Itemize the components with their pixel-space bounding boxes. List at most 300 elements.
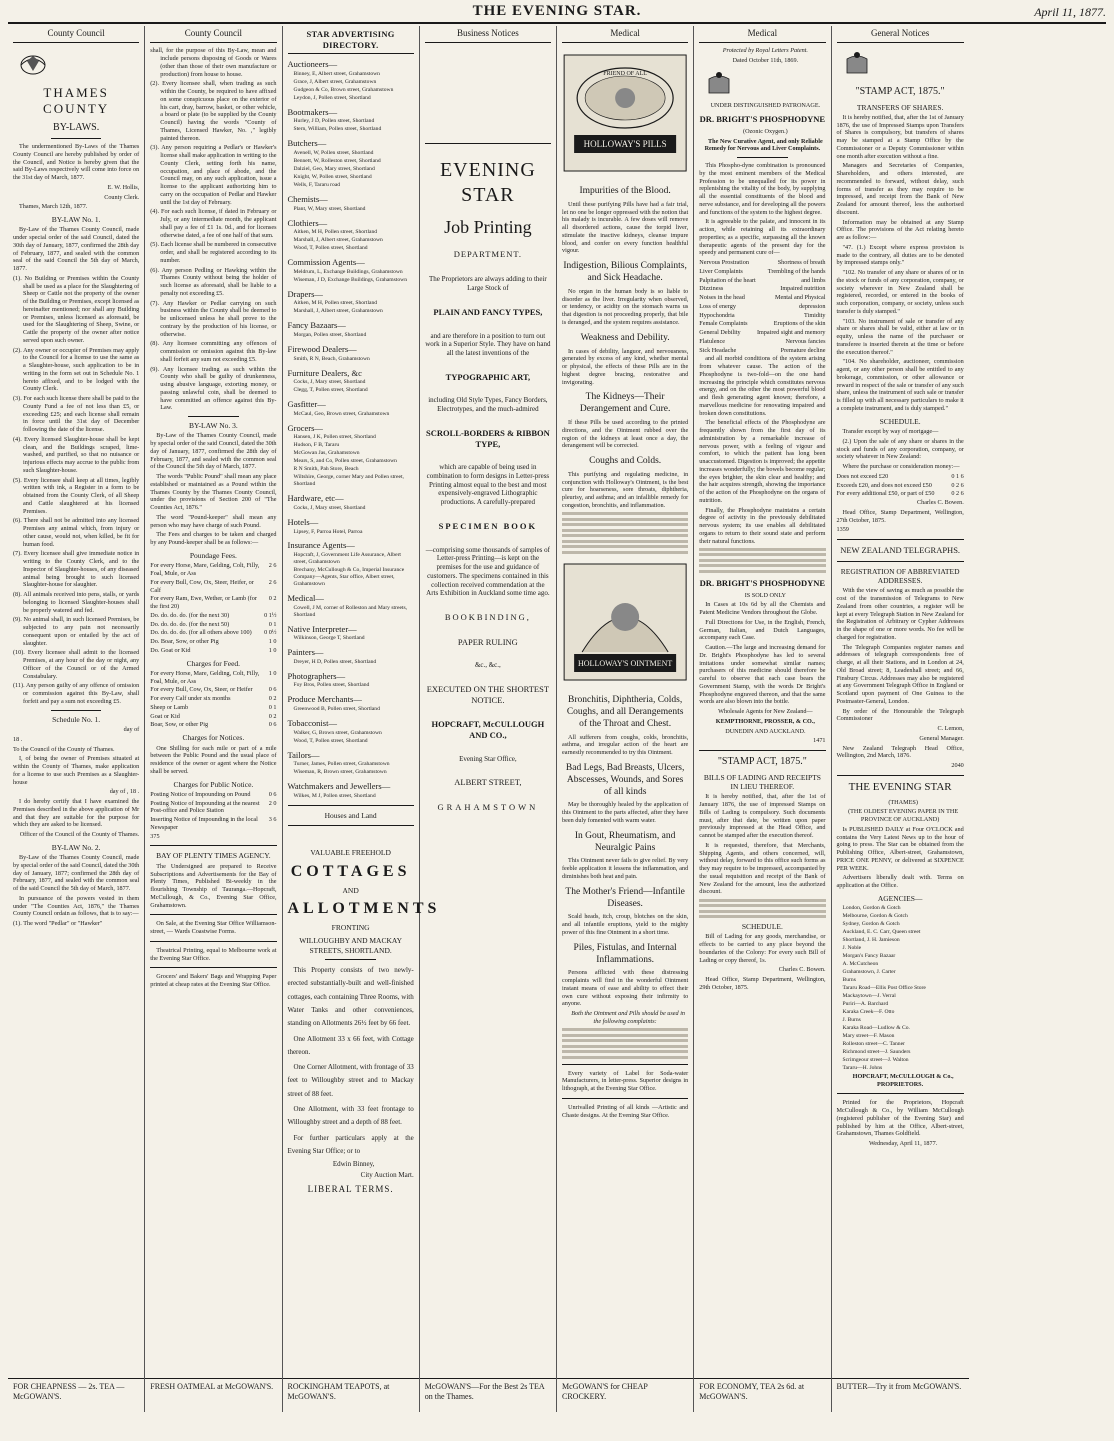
holloways-ointment-illustration [562, 562, 688, 682]
bylaw-2-item: (4). For each such license, if dated in February or July, or any intermediate month, the applicant shall pay a fee of £1 1s. 0d., and for licenses otherwise dated, a fee of one half of that sum. [150, 208, 277, 239]
directory-entry: Hudson, F B, Tararu [293, 442, 340, 449]
public-row-value: 2 0 [268, 799, 277, 807]
directory-entry: Wiltshire, George, corner Mary and Pollen street, Shortland [293, 474, 404, 488]
directory-entry: R N Smith, Pah Store, Beach [293, 466, 359, 473]
condition-row-value: Mental and Physical [774, 294, 826, 302]
directory-category: Chemists— [287, 193, 328, 204]
directory-entry: Dalziel, Geo, Mary street, Shortland [293, 166, 375, 172]
condition-row-label: Hypochondria [699, 311, 735, 319]
caution-text: Caution.—The large and increasing demand for Dr. Bright's Phosphodyne has led to several imitations under somewhat similar names; purchasers of this medicine should therefore be careful to observe that each case bears the Government Stamp, with the words Dr Bright's Phosphodyne engraved thereon, and that the same words are also blown into the bottle. [699, 644, 826, 706]
paper-ruling: PAPER RULING [457, 636, 518, 647]
footer-ad: FRESH OATMEAL at McGOWAN'S. [145, 1378, 281, 1412]
ref-number: 375 [150, 832, 160, 840]
fee-row-value: 0 1 [268, 620, 277, 628]
agent-entry: Karaka Creek—F. Otto [842, 1009, 895, 1016]
including-text: including Old Style Types, Fancy Borders, Electrotypes, and the much-admired [428, 396, 548, 414]
directory-entry: Wilkes, M J, Pollen street, Shortland [293, 792, 376, 799]
directory-entry: Mears, S, and Co, Pollen street, Grahamstown [293, 458, 397, 465]
rate-row-value: 0 1 6 [951, 472, 964, 480]
bylaw-1-item: (6). There shall not be admitted into any licensed Premises any animal which, from injury or other cause, would not, when killed, be fit for human food. [13, 517, 140, 548]
svg-text:FRIEND OF ALL: FRIEND OF ALL [603, 71, 647, 78]
rate-row-label: Exceeds £20, and does not exceed £50 [836, 481, 932, 489]
thames-label: (THAMES) [888, 798, 918, 806]
further-text: For further particulars apply at the Evening Star Office; or to [287, 1133, 414, 1155]
masthead [8, 0, 1106, 24]
transfers-text-7: "104. No shareholder, auctioneer, commission agent, or any other person shall be entitled to any brokerage, commission, or other allowance or reward in respect of the sale or transfer of any such share, unless the instrument of such sale or transfer is filled up with all necessary particulars to make it a complete instrument, and is duly stamped." [836, 358, 964, 412]
hopcraft-name: HOPCRAFT, McCULLOUGH AND CO., [431, 719, 545, 740]
directory-entry: Wiseman, J D, Exchange Buildings, Grahamstown [293, 276, 407, 283]
public-row [150, 791, 276, 799]
property-text: This Property consists of two newly-erected substantially-built and well-finished cottages, each containing Three Rooms, with Water Tanks and other conveniences, standing on Allotments 26½ feet by 66 feet. [287, 966, 414, 1028]
bylaw-2-item: (8). Any licensee committing any offences of commission or omission against this By-law shall forfeit any sum not exceeding £5. [150, 340, 277, 363]
registration-text-2: The Telegraph Companies register names and addresses of telegraph correspondents free of charge, at all their Stations, and in London at 24, Old Broad street; 8, Leadenhall street; and 66, Finsbury Circus. Addresses may also be registered at any Government Telegraph Office in England or Scotland upon payment of One Guinea to the Postmaster-General, London. [836, 643, 964, 705]
schedule-heading: Schedule No. 1. [52, 714, 101, 724]
directory-category: Hotels— [287, 516, 319, 527]
feed-row [150, 695, 276, 703]
sold-only: IS SOLD ONLY [744, 591, 787, 599]
condition-row [699, 259, 825, 267]
footer-ad: McGOWAN'S for CHEAP CROCKERY. [557, 1378, 693, 1412]
agent-entry: Shortland, J. H. Jamieson [842, 937, 900, 944]
condition-row [699, 338, 825, 346]
directory-entry: Wood, T, Pollen street, Shortland [293, 245, 368, 252]
agent-entry: Karaka Road—Ludlow & Co. [842, 1025, 910, 1032]
bylaw-1-item: (5). Every licensee shall keep at all times, legibly written with ink, a Register in a form to be obtained from the County Clerk, of all Sheep and Cattle slaughtered at his licensed Premises. [13, 476, 140, 515]
directory-category: Photographers— [287, 670, 346, 681]
royal-arms-icon [699, 71, 739, 97]
directory-entry: Marshall, J, Albert street, Grahamstown [293, 237, 383, 244]
weakness-text: In cases of debility, languor, and nervousness, generated by excess of any kind, whether mental or physical, the effects of these Pills are in the highest degree bracing, restorative and invigorating. [562, 347, 689, 386]
protected-text: Protected by Royal Letters Patent. [722, 47, 808, 55]
ref-number: 1359 [836, 526, 849, 534]
notices-text: One Shilling for each mile or part of a mile between the Public Pound and the usual place of residence of the owner or agent where the Notice shall be served. [150, 744, 277, 775]
bowen-name: Charles C. Bowen. [917, 499, 964, 506]
directory-entry: Wood, T, Pollen street, Shortland [293, 737, 368, 744]
specimen-book: SPECIMEN BOOK [438, 520, 538, 531]
agent-entry: Tararu—H. Johns [842, 1064, 883, 1071]
transfer-text: (2.) Upon the sale of any share or shares in the stock and funds of any corporation, company, or society whatever in New Zealand: [836, 437, 964, 461]
feed-row-label: For every Horse, Mare, Gelding, Colt, Filly, Foal, Mule, or Ass [150, 669, 260, 685]
fee-row [150, 579, 276, 595]
liberal-terms: LIBERAL TERMS. [307, 1183, 394, 1194]
condition-row [699, 277, 825, 285]
column-header: Business Notices [425, 26, 551, 43]
comprising-text: —comprising some thousands of samples of Letter-press Printing—is kept on the premises for the use and guidance of customers. The specimens contained in this collection received commendation at the Arts Exhibition in Auckland some time ago. [425, 545, 550, 598]
directory-entry: Hurley, J D, Pollen street, Shortland [293, 118, 375, 125]
public-row [150, 800, 276, 816]
bylaw-2-text: In pursuance of the powers vested in them under "The Counties Act, 1876," the Thames County Council ordain as follows, that is to say:— [13, 894, 140, 918]
head-office: Head Office, Stamp Department, Wellington, 29th October, 1875. [699, 976, 826, 991]
mother-heading: The Mother's Friend—Infantile Diseases. [565, 886, 685, 909]
directory-entry: Knight, W, Pollen street, Shortland [293, 173, 372, 180]
condition-row [699, 347, 825, 355]
form-day: day of [123, 726, 140, 733]
signed-role: County Clerk. [104, 193, 140, 201]
feed-list [150, 670, 276, 729]
svg-text:HOLLOWAY'S OINTMENT: HOLLOWAY'S OINTMENT [578, 659, 673, 669]
bylaw-3-text: The word "Pound-keeper" shall mean any person who may have charge of such Pound. [150, 513, 277, 529]
directory-category: Tailors— [287, 749, 320, 760]
directory-category: Medical— [287, 593, 324, 604]
fee-row [150, 562, 276, 578]
feed-row-value: 0 2 [268, 695, 277, 703]
agent-entry: A. McCutcheon [842, 961, 879, 968]
gout-text: This Ointment never fails to give relief. By very feeble application it lessens the inflammation, and diminishes both heat and pain. [562, 857, 689, 880]
bop-text: The Undersigned are prepared to Receive Subscriptions and Advertisements for the Bay of Plenty Times, Published Bi-weekly in the flourishing Township of Tauranga.—Hopcraft, McCullough, & Co., Evening Star Office, Grahamstown. [150, 862, 277, 909]
form-year: 18 . [13, 735, 23, 743]
column-directory [283, 26, 441, 1412]
feed-row-value: 0 2 [268, 712, 277, 720]
fee-row-value: 1 0 [268, 638, 277, 645]
condition-row [699, 303, 825, 311]
ref-number: 1471 [813, 737, 826, 745]
plain-fancy-types: PLAIN AND FANCY TYPES, [433, 306, 543, 317]
directions-text: Full Directions for Use, in the English, French, German, Italian, and Dutch Languages, accompany each Case. [699, 618, 826, 642]
scroll-borders: SCROLL-BORDERS & RIBBON TYPE, [426, 427, 550, 449]
column-business-notices [420, 26, 557, 1412]
bylaws-subtitle: BY-LAWS. [53, 121, 100, 133]
transfers-text-3: Information may be obtained at any Stamp Office. The provisions of the Act relating hereto are as follow:— [836, 218, 964, 242]
feed-row-label: For every Calf under six months [150, 695, 231, 703]
directory-entry: McCaul, Geo, Brown street, Grahamstown [293, 410, 390, 417]
directory-list [288, 59, 414, 800]
transfer-by: Transfer except by way of mortgage— [842, 428, 939, 435]
feed-row-label: Goat or Kid [150, 712, 180, 720]
condition-row-value: depression [799, 302, 826, 310]
directory-category: Auctioneers— [287, 59, 338, 70]
directory-entry: Wells, F, Tararu road [293, 181, 341, 188]
public-row-label: Posting Notice of Impounding at the nearest Post-office and Police Station [150, 799, 260, 815]
feed-row-label: Boar, Sow, or other Pig [150, 721, 209, 729]
directory-entry: Brechany, McCullough & Co, Imperial Insurance Company—Agents, Star office, Albert street, Grahamstown [293, 567, 405, 588]
bylaw-2-item: (2). Every licensee shall, when trading as such within the County, be required to have affixed on some conspicuous place on the exterior of his cart, dray, barrow, basket, or other vehicle, a board or plate (to be supplied by the County Council) having the words "County of Thames, Licensed Hawker, No. ," legibly painted thereon. [150, 80, 277, 142]
fee-row [150, 647, 276, 655]
transfers-text-4: "47. (1.) Except where express provision is made to the contrary, all duties are to be denoted by impressed stamps only." [836, 243, 964, 267]
bad-legs-heading: Bad Legs, Bad Breasts, Ulcers, Abscesses, Wounds, and Sores of all kinds [565, 762, 685, 797]
directory-category: Drapers— [287, 288, 323, 299]
feed-row [150, 713, 276, 721]
condition-row-value: Eruptions of the skin [773, 320, 826, 328]
registration-heading: REGISTRATION OF ABBREVIATED ADDRESSES. [840, 566, 960, 585]
kidneys-text: If these Pills be used according to the printed directions, and the Ointment rubbed over the region of the kidneys at least once a day, the derangement will be corrected. [562, 419, 689, 450]
albert-street: ALBERT STREET, [454, 777, 522, 788]
directory-entry: Cocks, J, Mary street, Shortland [293, 504, 366, 511]
evening-star-heading: EVENING STAR [439, 159, 536, 207]
public-list [150, 791, 276, 832]
directory-category: Produce Merchants— [287, 694, 362, 705]
directory-entry: Binney, E, Albert street, Grahamstown [293, 70, 380, 77]
grahamstown: GRAHAMSTOWN [437, 801, 539, 812]
public-row-value: 3 6 [268, 816, 277, 824]
footer-ad: McGOWAN'S—For the Best 2s TEA on the Thames. [420, 1378, 556, 1412]
condition-row [699, 285, 825, 293]
column-header: General Notices [837, 26, 964, 43]
masthead-title: THE EVENING STAR. [472, 3, 642, 19]
gout-heading: In Gout, Rheumatism, and Neuralgic Pains [574, 830, 676, 853]
directory-entry: Hopcraft, J, Government Life Assurance, Albert street, Grahamstown [293, 552, 401, 566]
transfers-text-6: "103. No instrument of sale or transfer of any share or shares shall be valid, either at law or in equity, unless the name of the purchaser or transferee is inserted therein at the time or before the execution thereof." [836, 317, 964, 356]
stamp-act-heading: "STAMP ACT, 1875." [855, 86, 945, 97]
bylaw-2-item: shall, for the purpose of this By-Law, mean and include persons disposing of Goods or Wares (other than those of their own manufacture or production) from house to house. [150, 47, 277, 78]
directory-entry: Marshall, J, Albert street, Grahamstown [293, 308, 383, 315]
directory-category: Firewood Dealers— [287, 343, 357, 354]
directory-category: Watchmakers and Jewellers— [287, 781, 391, 792]
condition-row-label: Flatulence [699, 337, 726, 345]
cases-text: In Cases at 10s 6d by all the Chemists and Patent Medicine Vendors throughout the Globe. [699, 601, 826, 616]
directory-entry: Cowell, J M, corner of Rolleston and Mary streets, Shortland [293, 604, 408, 618]
evening-star-heading: THE EVENING STAR [848, 780, 952, 793]
condition-row-value: Shortness of breath [777, 259, 826, 267]
bylaws-title: THAMES COUNTY [43, 85, 110, 117]
bills-text-2: It is requested, therefore, that Merchants, Shipping Agents, and others concerned, will, without delay, forward to this office such forms as they may require to be impressed, accompanied by the usual requisition and receipt of the Bank of New Zealand for the amount, less the authorized discount. [699, 841, 826, 896]
directory-entry: Greenwood B, Pollen street, Shortland [293, 706, 380, 713]
directory-category: Commission Agents— [287, 257, 365, 268]
fee-row-value: 2 6 [268, 562, 277, 570]
sale-notice: On Sale, at the Evening Star Office Williamson-street, — Wards Coastwise Forms. [150, 920, 277, 935]
piles-text: Persons afflicted with these distressing complaints will find in the wonderful Ointment instant means of ease and ability to effect their own cure without exposing their infirmity to anyone. [562, 969, 689, 1008]
fee-row-label: Do. do. do. do. (for the next 30) [150, 611, 230, 619]
condition-row [699, 329, 825, 337]
fee-row [150, 638, 276, 646]
fee-row [150, 612, 276, 620]
column-header: County Council [150, 26, 276, 43]
oldest-paper: (THE OLDEST EVENING PAPER IN THE PROVINCE OF AUCKLAND) [848, 808, 959, 824]
directory-category: Clothiers— [287, 217, 328, 228]
job-printing-heading: Job Printing [444, 217, 532, 238]
order-text: By order of the Honourable the Telegraph Commissioner [836, 707, 964, 723]
column-county-council-1 [8, 26, 145, 1412]
directory-category: Painters— [287, 647, 324, 658]
rate-row-label: Does not exceed £20 [836, 472, 889, 480]
bylaw-1-item: (9). No animal shall, in such licensed Premises, be subjected to any pain not necessarily consequent upon or entailed by the act of slaughter. [13, 616, 140, 647]
rate-row [837, 482, 964, 490]
transfers-text-2: Managers and Secretaries of Companies, Shareholders, and others interested, are recommended to forward, without delay, such forms of transfer as they may require to be impressed, and receipt from the Bank of New Zealand for amount thereof, less the authorised discount. [836, 162, 964, 216]
kempthorne-text: KEMPTHORNE, PROSSER, & CO., [715, 717, 815, 725]
head-office: Head Office, Stamp Department, Wellington, 27th October, 1875. [836, 508, 964, 524]
bad-legs-text: May be thoroughly healed by the application of this Ointment to the parts affected, after they have been duly fomented with warm water. [562, 801, 689, 824]
condition-row-value: Premature decline [780, 346, 826, 354]
schedule-text: Bill of Lading for any goods, merchandise, or effects to be carried to any place beyond the boundaries of the Colony: For every such Bill of Lading or copy thereof, 1s. [699, 933, 826, 964]
condition-row-label: Dizziness [699, 285, 724, 293]
fee-row [150, 629, 276, 637]
county-crest-icon [13, 51, 53, 77]
condition-row-label: Nervous Prostration [699, 259, 749, 267]
remedy-text: The New Curative Agent, and only Reliable Remedy for Nervous and Liver Complaints. [704, 137, 823, 153]
coughs-heading: Coughs and Colds. [589, 456, 662, 466]
directory-entry: Meldrum, L, Exchange Buildings, Grahamstown [293, 268, 403, 275]
directory-entry: Avenell, W, Pollen street, Shortland [293, 150, 374, 157]
holloways-pills-illustration [562, 53, 688, 173]
bop-heading: BAY OF PLENTY TIMES AGENCY. [156, 851, 271, 861]
fee-row-value: 1 0 [268, 646, 277, 654]
agent-entry: J. Noble [842, 945, 862, 952]
theatrical-notice: Theatrical Printing, equal to Melbourne work at the Evening Star Office. [150, 946, 277, 962]
fee-row-label: Do. do. do. do. (for the next 50) [150, 620, 230, 628]
unrivalled-notice: Unrivalled Printing of all kinds —Artistic and Chaste designs. At the Evening Star Office. [562, 1103, 689, 1119]
weakness-heading: Weakness and Debility. [580, 332, 670, 343]
corner-allotment: One Corner Allotment, with frontage of 33 feet to Willoughby street and to Mackay street of 88 feet. [287, 1063, 414, 1098]
directory-entry: Plant, W, Mary street, Shortland [293, 205, 366, 212]
bowen-name: Charles C. Bowen. [778, 966, 826, 974]
directory-category: Grocers— [287, 422, 323, 433]
directory-header: STAR ADVERTISING DIRECTORY. [288, 26, 414, 54]
bills-text: It is hereby notified, that, after the 1st of January 1876, the use of impressed Stamps on Bills of Lading is compulsory. Such documents must, after that date, be written upon paper previously impressed at the Head Office, and cannot be stamped after the execution thereof. [699, 793, 826, 839]
and-word: AND [342, 885, 359, 895]
feed-row [150, 670, 276, 686]
condition-row-label: General Debility [699, 329, 741, 337]
rates-list [837, 473, 964, 498]
rate-row [837, 490, 964, 498]
fee-row-label: For every Bull, Cow, Ox, Steer, Heifer, or Calf [150, 578, 254, 594]
department-heading: DEPARTMENT. [453, 248, 523, 259]
feed-row-value: 0 6 [268, 686, 277, 694]
dunedin-text: DUNEDIN AND AUCKLAND. [725, 727, 806, 735]
directory-category: Native Interpreter— [287, 623, 357, 634]
fee-row-value: 0 0½ [264, 629, 277, 637]
bylaw-2-intro: By-Law of the Thames County Council, made by special order of the said Council, dated the 30th day of January, 1877; confirmed the 28th day of February, 1877, and sealed with the common seal of the said Council the 5th day of March, 1877. [13, 854, 140, 893]
condition-row-label: Female Complaints [699, 320, 748, 328]
directory-category: Butchers— [287, 138, 327, 149]
public-row-label: Inserting Notice of Impounding in the local Newspaper [150, 816, 258, 831]
signed-name: E. W. Hollis, [107, 183, 140, 191]
phosphodyne-heading-2: DR. BRIGHT'S PHOSPHODYNE [699, 577, 826, 588]
fee-row-value: 0 1½ [264, 611, 277, 619]
column-header: Medical [562, 26, 688, 43]
lemon-name: C. Lemon, [937, 725, 964, 733]
phosphodyne-heading: DR. BRIGHT'S PHOSPHODYNE [699, 114, 826, 125]
directory-entry: Aitken, M H, Pollen street, Shortland [293, 300, 378, 307]
cottages-heading: COTTAGES [290, 862, 411, 880]
registration-text: With the view of saving as much as possible the cost of the transmission of Telegrams to New Zealand from other countries, a register will be kept at every Telegraph Station in New Zealand for the Registration of Arbitrary or Cypher Addresses in the shape of one or more words. No fee will be charged for registration. [836, 587, 964, 641]
printed-text: Printed for the Proprietors, Hopcraft McCullough & Co., by William McCullough (registered publisher of the Evening Star) and published by him at the Office, Albert-street, Grahamstown, Thames Goldfield. [836, 1099, 964, 1138]
bylaw-1-item: (2). Any owner or occupier of Premises may apply to the Council for a license to use the same as a Slaughter-house, such application to be in writing in the form set out in Schedule No. 1 hereto affixed, and to be lodged with the County Clerk. [13, 346, 140, 393]
printing-intro: The Proprietors are always adding to their Large Stock of [428, 275, 547, 293]
condition-row-value: Trembling of the hands [767, 267, 826, 275]
conditions-list [699, 259, 825, 354]
fee-row-label: For every Horse, Mare, Gelding, Colt, Filly, Foal, Mule, or Ass [150, 562, 260, 577]
telegraph-office: New Zealand Telegraph Head Office, Wellington, 2nd March, 1876. [836, 744, 964, 760]
bylaw-3-text: The Fees and charges to be taken and charged by any Pound-keeper shall be as follows:— [150, 531, 277, 547]
public-heading: Charges for Public Notice. [173, 779, 254, 789]
bylaw-2-item: (9). Any licensee trading as such within the County who shall be guilty of drunkenness, using abusive language, extorting money, or passing unlawful coin, shall be deemed to have committed an offence against this By-Law. [150, 365, 277, 412]
directory-category: Bootmakers— [287, 106, 338, 117]
feed-row-label: For every Bull, Cow, Ox, Steer, or Heifer [150, 686, 253, 694]
etc: &c., &c., [474, 661, 501, 670]
bylaws-intro: The undermentioned By-Laws of the Thames County Council are hereby published by order of the Council, and Notice is hereby given that the said By-Laws respectively will come into force on the 31st day of March, 1877. [13, 143, 140, 181]
bylaw-1-item: (3). For each such license there shall be paid to the County Fund a fee of not less than £5, or exceeding £25; and each license shall remain in force until the 31st day of December following the date of the license. [13, 395, 140, 434]
liberal-text: Advertisers liberally dealt with. Terms on application at the Office. [836, 874, 964, 890]
piles-heading: Piles, Fistulas, and Internal Inflammations. [573, 942, 677, 965]
masthead-date: April 11, 1877. [1034, 5, 1106, 19]
agent-entry: Rolleston street—C. Tanner [842, 1040, 905, 1047]
issue-date: Wednesday, April 11, 1877. [868, 1140, 938, 1148]
bylaw-2-item: (3). Any person requiring a Pedlar's or Hawker's license shall make application in writing to the County Clerk, setting forth his name, occupation, and place of abode, and the Council may, on any such application, issue a license to the applicant authorizing him to carry on the occupation of Pedlar and Hawker until the 1st day of February. [150, 144, 277, 206]
bronchitis-heading: Bronchitis, Diphtheria, Colds, Coughs, and all Derangements of the Throat and Chest. [566, 694, 684, 729]
notice-date: Thames, March 12th, 1877. [19, 203, 88, 211]
agent-entry: Tararu Road—Ellis Post Office Store [842, 985, 926, 992]
condition-row-value: Impaired sight and memory [756, 329, 826, 337]
agent-entry: Sydney, Gordon & Gotch [842, 921, 900, 928]
rate-row-value: 0 2 6 [951, 481, 964, 489]
which-text: which are capable of being used in combination to form designs in Letter-press Printing almost equal to the best and most expensively-engraved Lithographic productions. A carefully-prepared [426, 463, 550, 507]
allotments-heading: ALLOTMENTS [287, 899, 441, 917]
one-allotment: One Allotment 33 x 66 feet, with Cottage thereon. [287, 1034, 414, 1056]
patronage-text: UNDER DISTINGUISHED PATRONAGE. [710, 101, 821, 109]
form-date: day of , 18 . [109, 788, 140, 796]
agent-entry: Mary street—F. Mason [842, 1033, 895, 1039]
royal-arms-icon [837, 51, 877, 77]
agent-entry: Scrimgeour street—J. Walton [842, 1056, 909, 1063]
bylaw-1-item: (10). Every licensee shall admit to the licensed Premises, at any hour of the day or night, any Officer of the Council or of the Armed Constabulary. [13, 649, 140, 680]
bylaw-2-heading: BY-LAW No. 2. [51, 842, 101, 852]
bills-heading: BILLS OF LADING AND RECEIPTS IN LIEU THEREOF. [703, 772, 821, 791]
agencies-heading: AGENCIES— [877, 893, 923, 903]
fronting-word: FRONTING [331, 922, 370, 932]
directory-entry: Aitken, M H, Pollen street, Shortland [293, 229, 378, 236]
certify-text: I do hereby certify that I have examined the Premises described in the above application of Mr and that they are suitable for the purpose for which they are asked to be licensed. [13, 798, 140, 829]
where-text: Where the purchase or consideration money:— [842, 463, 960, 470]
bylaw-1-item: (11). Any person guilty of any offence of omission or commission against this By-Law, shall forfeit and pay a sum not exceeding £5. [13, 682, 140, 705]
feed-row [150, 686, 276, 694]
directory-category: Furniture Dealers, &c [287, 367, 362, 378]
condition-row-label: Loss of energy [699, 302, 736, 310]
agent-entry: Melbourne, Gordon & Gotch [842, 913, 908, 920]
phospho-text-2: It is agreeable to the palate, and innocent in its action, while retaining all its extraordinary properties; as a specific, surpassing all the known therapeutic agents of the present day for the speedy and permanent cure of— [699, 218, 826, 257]
rate-row-value: 0 2 6 [951, 490, 964, 498]
typographic-art: TYPOGRAPHIC ART, [445, 371, 531, 382]
executed-notice: EXECUTED ON THE SHORTEST NOTICE. [426, 684, 550, 705]
condition-row-value: Nervous fancies [785, 337, 826, 345]
fee-row-value: 0 2 [268, 595, 277, 603]
fee-row [150, 595, 276, 611]
feed-row-value: 0 6 [268, 721, 277, 729]
fee-row-label: Do. Boar, Sow, or other Pig [150, 638, 219, 645]
bylaw-1-item: (8). All animals received into pens, stalls, or yards belonging to licensed Slaughter-houses shall be properly watered and fed. [13, 591, 140, 614]
agent-entry: Richmond street—J. Saunders [842, 1048, 911, 1055]
bylaw-2-item: (1). The word "Pedlar" or "Hawker" [13, 920, 103, 928]
agent-entry: Puriri—A. Barchard [842, 1001, 889, 1008]
houses-heading: Houses and Land [324, 810, 377, 820]
bylaw-3-text: The words "Public Pound" shall mean any place established or maintained as a Pound within the Thames County by the Thames County Council, under the provisions of Section 200 of "The Counties Act, 1876." [150, 473, 277, 512]
fees-list [150, 562, 276, 654]
rate-row-label: For every additional £50, or part of £50 [836, 490, 935, 498]
bylaw-1-item: (4). Every licensed Slaughter-house shall be kept clean, and the Buildings scraped, lime-washed, and purified, so that no nuisance or injurious effects may accrue to the public from such Slaughter-house. [13, 435, 140, 474]
footer-ad: ROCKINGHAM TEAPOTS, at McGOWAN'S. [283, 1378, 419, 1412]
column-medical-1 [557, 26, 694, 1412]
other-allotment: One Allotment, with 33 feet frontage to Willoughby street and a depth of 88 feet. [287, 1105, 414, 1127]
published-text: Is PUBLISHED DAILY at Four O'CLOCK and contains the Very Latest News up to the hour of going to press. The Star can be obtained from the Publishing Office, Albert-street, Grahamstown, PRICE ONE PENNY, or delivered at SIXPENCE PER WEEK. [836, 825, 964, 872]
phospho-text-5: Finally, the Phosphodyne maintains a certain degree of activity in the previously debilitated nervous system; its use enables all debilitated organs to return to their sound state and perform their natural functions. [699, 506, 826, 545]
agents-list [837, 905, 964, 1072]
star-office: Evening Star Office, [459, 754, 517, 763]
condition-row-label: Palpitation of the heart [699, 276, 756, 284]
public-row-value: 0 6 [268, 790, 277, 798]
coughs-text: This purifying and regulating medicine, in conjunction with Holloway's Ointment, is the best cure for hoarseness, sore throats, diphtheria, pleurisy, and asthma; and an infallible remedy for congestion, bronchitis, and inflammation. [562, 470, 689, 509]
agent-entry: J. Burns [842, 1017, 861, 1024]
agent-entry: Auckland, E. C. Carr, Queen street [842, 929, 921, 936]
both-text: Both the Ointment and Pills should be used in the following complaints: [571, 1010, 686, 1025]
directory-entry: Morgan, Pollen street, Shortland [293, 331, 367, 338]
indigestion-heading: Indigestion, Bilious Complaints, and Sick Headache. [563, 261, 687, 283]
directory-category: Hardware, etc— [287, 493, 344, 504]
column-medical-2 [694, 26, 831, 1412]
valuable-heading: VALUABLE FREEHOLD [310, 848, 391, 858]
directory-category: Insurance Agents— [287, 540, 355, 551]
notices-heading: Charges for Notices. [182, 733, 245, 743]
condition-row-label: Sick Headache [699, 346, 737, 354]
ozone-text: (Ozonic Oxygen.) [743, 127, 788, 135]
directory-entry: McGowan Jas, Grahamstown [293, 450, 360, 457]
